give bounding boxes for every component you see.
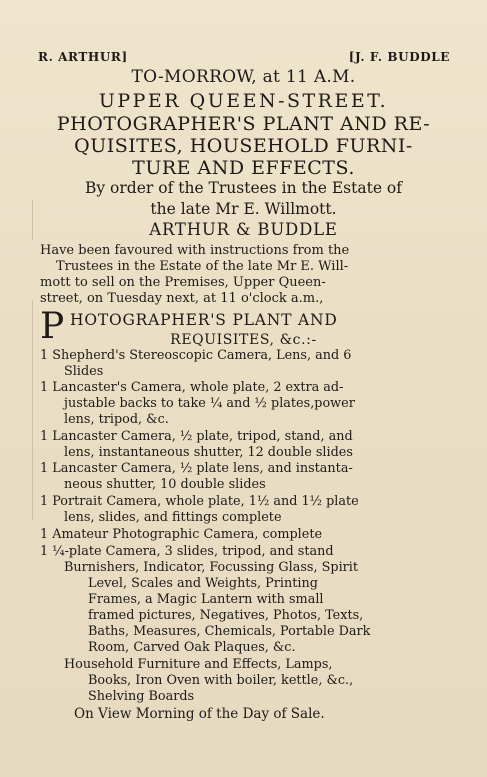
- item-line: 1 Shepherd's Stereoscopic Camera, Lens, and 6: [40, 348, 352, 363]
- item-line: lens, slides, and fittings complete: [64, 510, 282, 525]
- item-line: lens, tripod, &c.: [64, 412, 169, 427]
- auctioneer-header: [0, 50, 487, 66]
- viewing-note: On View Morning of the Day of Sale.: [74, 706, 325, 722]
- auctioneers-name: ARTHUR & BUDDLE: [149, 220, 338, 239]
- item-line: justable backs to take ¼ and ½ plates,power: [64, 396, 355, 411]
- sundries-line: Room, Carved Oak Plaques, &c.: [88, 640, 296, 655]
- item-line: 1 Portrait Camera, whole plate, 1½ and 1½ plate: [40, 494, 359, 509]
- title-line-2: PHOTOGRAPHER'S PLANT AND RE-: [56, 113, 431, 135]
- intro-line-2: Trustees in the Estate of the late Mr E. Will-: [56, 259, 349, 274]
- title-line-4: TURE AND EFFECTS.: [132, 157, 355, 179]
- order-line-2: the late Mr E. Willmott.: [150, 200, 337, 218]
- title-line-3: QUISITES, HOUSEHOLD FURNI-: [74, 135, 413, 157]
- item-line: 1 Lancaster Camera, ½ plate lens, and instanta-: [40, 461, 353, 476]
- order-line-1: By order of the Trustees in the Estate of: [84, 179, 402, 197]
- item-line: 1 Amateur Photographic Camera, complete: [40, 527, 323, 542]
- sundries-line: Burnishers, Indicator, Focussing Glass, Spirit: [64, 560, 359, 575]
- sundries-line: framed pictures, Negatives, Photos, Texts,: [88, 608, 364, 623]
- sundries-line: Level, Scales and Weights, Printing: [88, 576, 318, 591]
- intro-line-1: Have been favoured with instructions from the: [40, 243, 350, 258]
- header-right: [J. F. BUDDLE: [348, 50, 450, 64]
- item-line: 1 ¼-plate Camera, 3 slides, tripod, and stand: [40, 544, 334, 559]
- item-line: 1 Lancaster's Camera, whole plate, 2 extra ad-: [40, 380, 344, 395]
- sundries-line: Baths, Measures, Chemicals, Portable Dark: [88, 624, 371, 639]
- header-left: R. ARTHUR]: [38, 50, 128, 64]
- intro-line-4: street, on Tuesday next, at 11 o'clock a.m.,: [40, 291, 324, 306]
- section-heading-line-1: HOTOGRAPHER'S PLANT AND: [70, 311, 338, 329]
- household-line: Books, Iron Oven with boiler, kettle, &c.,: [88, 673, 354, 688]
- intro-line-3: mott to sell on the Premises, Upper Queen-: [40, 275, 326, 290]
- section-heading-line-2: REQUISITES, &c.:-: [170, 332, 317, 348]
- title-line-1: UPPER QUEEN-STREET.: [98, 90, 389, 112]
- item-line: neous shutter, 10 double slides: [64, 477, 266, 492]
- item-line: 1 Lancaster Camera, ½ plate, tripod, stand, and: [40, 429, 353, 444]
- household-line: Shelving Boards: [88, 689, 195, 704]
- item-line: Slides: [64, 364, 104, 379]
- household-line: Household Furniture and Effects, Lamps,: [64, 657, 333, 672]
- date-line: TO-MORROW, at 11 A.M.: [131, 67, 356, 87]
- item-line: lens, instantaneous shutter, 12 double slides: [64, 445, 353, 460]
- sundries-line: Frames, a Magic Lantern with small: [88, 592, 324, 607]
- drop-cap-letter: P: [40, 306, 65, 347]
